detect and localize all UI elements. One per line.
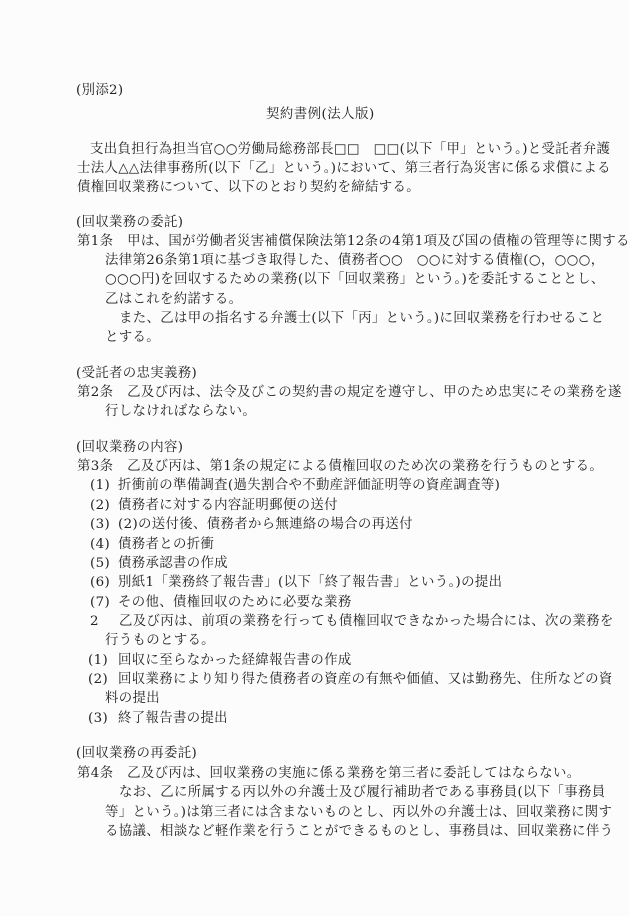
list-item-text: 折衝前の準備調査(過失割合や不動産評価証明等の資産調査等) bbox=[118, 478, 501, 493]
list-item-number: (7) bbox=[90, 595, 111, 610]
preamble-line: 債権回収業務について、以下のとおり契約を締結する。 bbox=[77, 180, 420, 195]
list-item-number: (6) bbox=[90, 575, 111, 590]
list-item-text: 別紙1「業務終了報告書」(以下「終了報告書」という。)の提出 bbox=[118, 575, 503, 590]
list-item-text: 回収業務により知り得た債務者の資産の有無や価値、又は勤務先、住所などの資 bbox=[118, 672, 613, 687]
list-item-text: (2)の送付後、債務者から無連絡の場合の再送付 bbox=[118, 517, 413, 532]
article-line: る協議、相談など軽作業を行うことができるものとし、事務員は、回収業務に伴う bbox=[105, 824, 614, 839]
article-heading: (回収業務の再委託) bbox=[76, 746, 198, 761]
article-line: 行しなければならない。 bbox=[105, 404, 257, 419]
article-line: 法律第26条第1項に基づき取得した、債務者○○ ○○に対する債権(○，○○○， bbox=[105, 253, 605, 268]
article-heading: (回収業務の委託) bbox=[76, 215, 184, 230]
list-item-number: (2) bbox=[90, 498, 111, 513]
list-item-number: (4) bbox=[90, 537, 111, 552]
document-title: 契約書例(法人版) bbox=[266, 107, 375, 122]
article-line: 等」という。)は第三者には含まないものとし、丙以外の弁護士は、回収業務に関す bbox=[105, 805, 613, 820]
list-item-text: 債務承認書の作成 bbox=[118, 556, 228, 571]
list-item-text: 終了報告書の提出 bbox=[118, 711, 228, 726]
list-item-text: 料の提出 bbox=[105, 691, 160, 706]
article-line: とする。 bbox=[105, 330, 160, 345]
article-line: 第2条 乙及び丙は、法令及びこの契約書の規定を遵守し、甲のため忠実にその業務を遂 bbox=[77, 385, 622, 400]
article-line: 行うものとする。 bbox=[105, 633, 215, 648]
article-line: 第4条 乙及び丙は、回収業務の実施に係る業務を第三者に委託してはならない。 bbox=[77, 766, 581, 781]
list-item-number: (5) bbox=[90, 556, 111, 571]
article-line: 第3条 乙及び丙は、第1条の規定による債権回収のため次の業務を行うものとする。 bbox=[77, 459, 604, 474]
list-item-text: その他、債権回収のために必要な業務 bbox=[118, 595, 352, 610]
article-line: また、乙は甲の指名する弁護士(以下「丙」という。)に回収業務を行わせること bbox=[119, 311, 605, 326]
preamble-line: 士法人△△法律事務所(以下「乙」という。)において、第三者行為災害に係る求償による bbox=[77, 161, 611, 176]
list-item-number: (3) bbox=[88, 711, 109, 726]
article-line: ○○○円)を回収するための業務(以下「回収業務」という。)を委託することとし、 bbox=[105, 272, 605, 287]
list-item-number: (2) bbox=[88, 672, 109, 687]
article-line: 乙はこれを約諾する。 bbox=[105, 292, 243, 307]
preamble-line: 支出負担行為担当官○○労働局総務部長□□ □□(以下「甲」という。)と受託者弁護 bbox=[90, 142, 611, 157]
list-item-number: (3) bbox=[90, 517, 111, 532]
list-item-text: 債務者に対する内容証明郵便の送付 bbox=[118, 498, 338, 513]
attachment-label: (別添2) bbox=[76, 83, 124, 98]
list-item-text: 回収に至らなかった経緯報告書の作成 bbox=[118, 653, 352, 668]
article-heading: (回収業務の内容) bbox=[76, 440, 184, 455]
article-line: なお、乙に所属する丙以外の弁護士及び履行補助者である事務員(以下「事務員 bbox=[119, 785, 606, 800]
list-item-text: 債務者との折衝 bbox=[118, 537, 215, 552]
list-item-number: (1) bbox=[90, 478, 111, 493]
list-item-number: (1) bbox=[88, 653, 109, 668]
paragraph-number: 2 bbox=[90, 614, 99, 629]
article-line: 第1条 甲は、国が労働者災害補償保険法第12条の4第1項及び国の債権の管理等に関する bbox=[77, 234, 630, 249]
article-heading: (受託者の忠実義務) bbox=[76, 366, 198, 381]
article-line: 乙及び丙は、前項の業務を行っても債権回収できなかった場合には、次の業務を bbox=[119, 614, 614, 629]
